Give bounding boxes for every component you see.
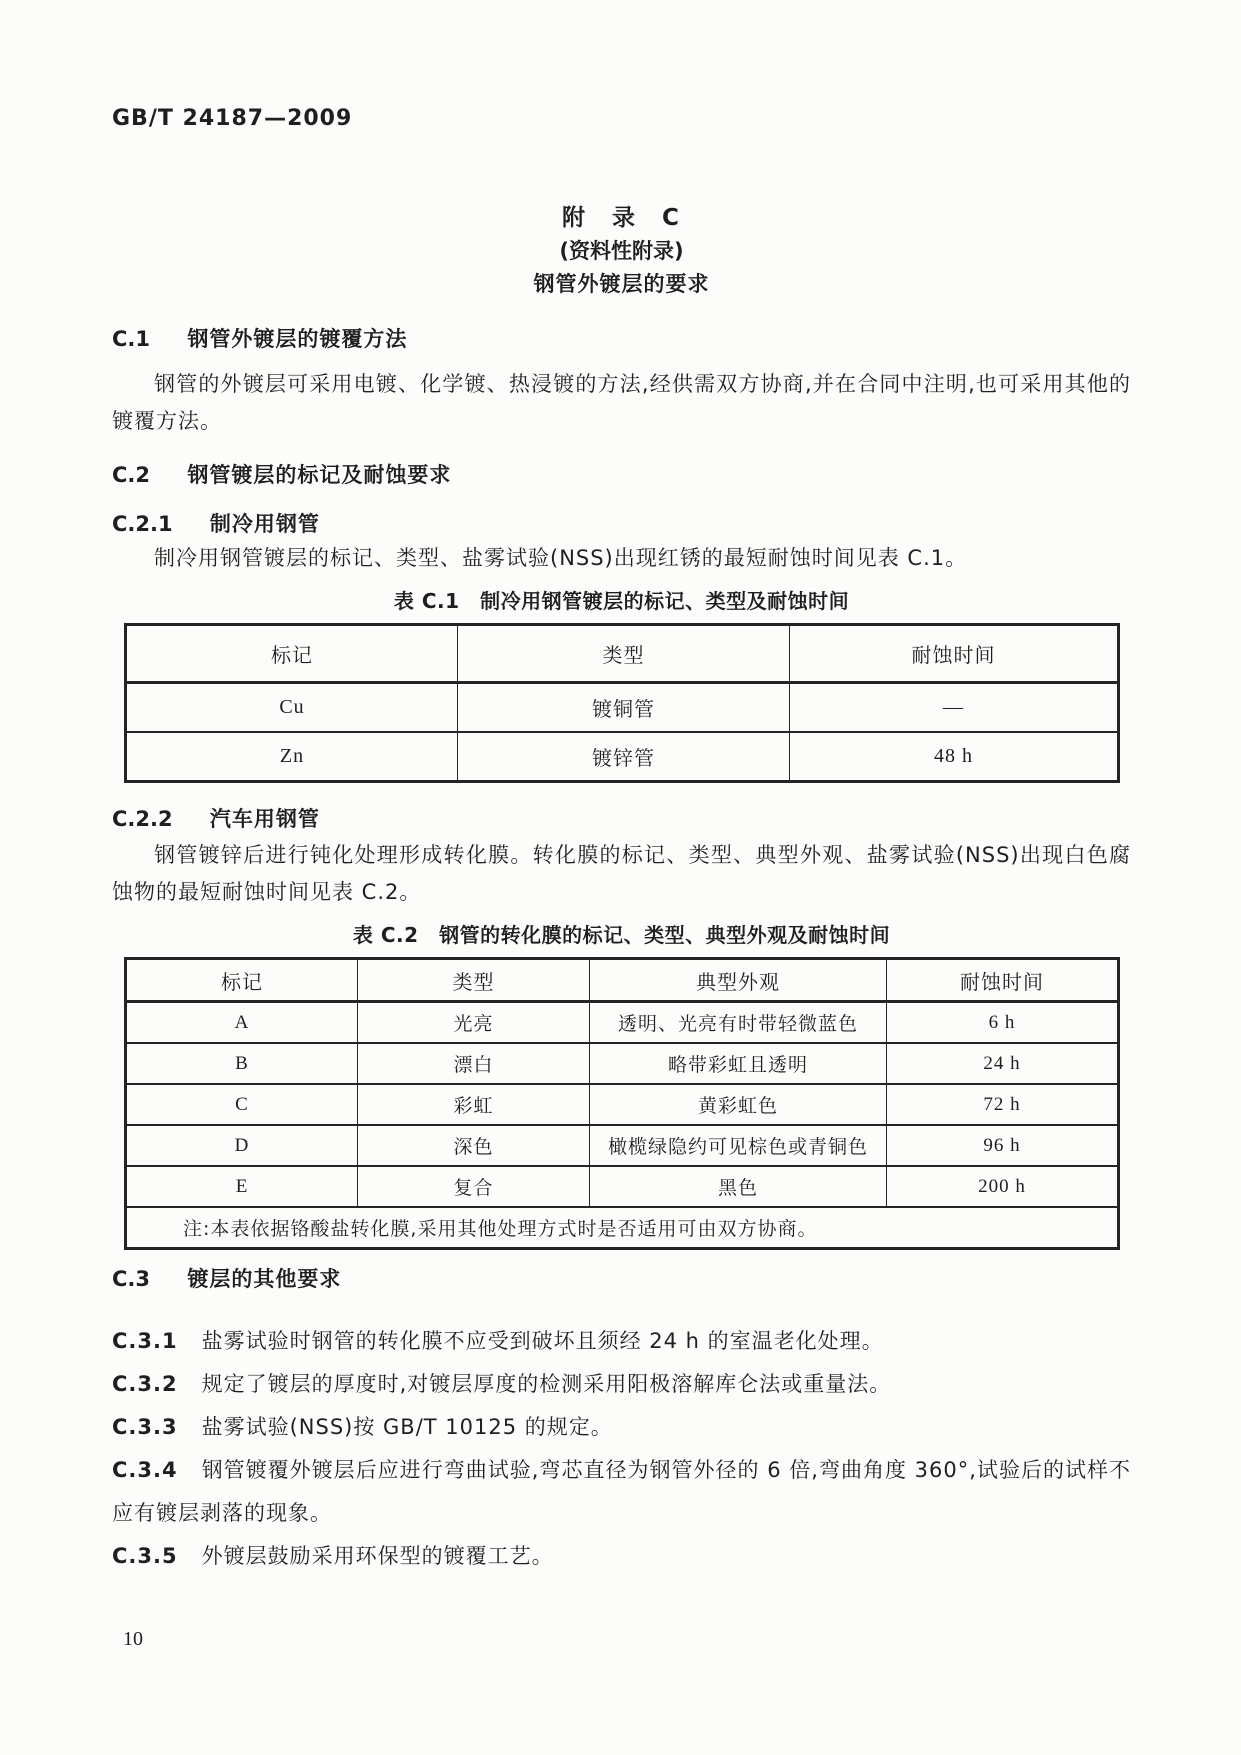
table-cell: 黄彩虹色: [590, 1084, 887, 1125]
section-title: 钢管镀层的标记及耐蚀要求: [187, 463, 452, 487]
section-title: 镀层的其他要求: [187, 1267, 342, 1291]
table-cell: 24 h: [887, 1043, 1119, 1084]
table-cell: Cu: [126, 683, 458, 733]
table-cell: 镀铜管: [458, 683, 790, 733]
table-cell: 橄榄绿隐约可见棕色或青铜色: [590, 1125, 887, 1166]
table-cell: 48 h: [790, 732, 1119, 782]
section-heading-c2: [112, 461, 1131, 489]
table-c1-caption: 表 C.1 制冷用钢管镀层的标记、类型及耐蚀时间: [393, 589, 850, 613]
table-row: [126, 1043, 1119, 1084]
table-row: [126, 732, 1119, 782]
table-row: [126, 1166, 1119, 1207]
section-title: 钢管外镀层的镀覆方法: [187, 327, 408, 351]
section-title: 汽车用钢管: [209, 807, 320, 831]
table-cell: 72 h: [887, 1084, 1119, 1125]
clause-text: 外镀层鼓励采用环保型的镀覆工艺。: [201, 1544, 554, 1568]
table-c1: [124, 623, 1120, 783]
table-cell: 光亮: [358, 1002, 590, 1044]
table-cell: C: [126, 1084, 358, 1125]
section-number: C.2.2: [112, 807, 173, 831]
table-cell: 96 h: [887, 1125, 1119, 1166]
table-row: [126, 683, 1119, 733]
section-number: C.2: [112, 463, 151, 487]
table-cell: 彩虹: [358, 1084, 590, 1125]
table-cell: Zn: [126, 732, 458, 782]
section-title: 制冷用钢管: [209, 512, 320, 536]
paragraph-c21: 制冷用钢管镀层的标记、类型、盐雾试验(NSS)出现红锈的最短耐蚀时间见表 C.1。: [154, 546, 968, 570]
table-cell: E: [126, 1166, 358, 1207]
table-cell: 漂白: [358, 1043, 590, 1084]
clause-text: 钢管镀覆外镀层后应进行弯曲试验,弯芯直径为钢管外径的 6 倍,弯曲角度 360°,试验后的试样不应有镀层剥落的现象。: [112, 1458, 1131, 1525]
page-number: 10: [123, 1628, 143, 1650]
section-number: C.2.1: [112, 512, 173, 536]
standard-number: GB/T 24187—2009: [112, 106, 353, 131]
appendix-title-block: [112, 202, 1131, 301]
table-cell: A: [126, 1002, 358, 1044]
table-row: [126, 1002, 1119, 1044]
clause-c32: [112, 1363, 1131, 1406]
table-c2-caption: 表 C.2 钢管的转化膜的标记、类型、典型外观及耐蚀时间: [352, 923, 891, 947]
clause-text: 盐雾试验时钢管的转化膜不应受到破坏且须经 24 h 的室温老化处理。: [201, 1329, 884, 1353]
table-cell: 6 h: [887, 1002, 1119, 1044]
section-heading-c3: [112, 1265, 1131, 1293]
table-row: [126, 625, 1119, 683]
table-c2: [124, 957, 1120, 1250]
column-header: 标记: [126, 959, 358, 1002]
clause-number: C.3.5: [112, 1544, 178, 1568]
clause-c31: [112, 1320, 1131, 1363]
clause-number: C.3.3: [112, 1415, 178, 1439]
table-cell: —: [790, 683, 1119, 733]
paragraph-c22: 钢管镀锌后进行钝化处理形成转化膜。转化膜的标记、类型、典型外观、盐雾试验(NSS)出现白色腐蚀物的最短耐蚀时间见表 C.2。: [112, 843, 1131, 904]
column-header: 类型: [458, 625, 790, 683]
clause-c33: [112, 1406, 1131, 1449]
clause-number: C.3.2: [112, 1372, 178, 1396]
table-cell: 深色: [358, 1125, 590, 1166]
table-row: [126, 959, 1119, 1002]
table-cell: D: [126, 1125, 358, 1166]
section-heading-c1: [112, 325, 1131, 353]
section-number: C.3: [112, 1267, 151, 1291]
table-cell: 镀锌管: [458, 732, 790, 782]
table-cell: 略带彩虹且透明: [590, 1043, 887, 1084]
section-heading-c21: [112, 510, 1131, 538]
appendix-title: 附 录 C: [562, 205, 681, 231]
table-cell: 黑色: [590, 1166, 887, 1207]
table-cell: B: [126, 1043, 358, 1084]
column-header: 典型外观: [590, 959, 887, 1002]
clause-number: C.3.4: [112, 1458, 178, 1482]
column-header: 耐蚀时间: [887, 959, 1119, 1002]
clause-list: [112, 1320, 1131, 1578]
clause-number: C.3.1: [112, 1329, 178, 1353]
clause-c35: [112, 1535, 1131, 1578]
column-header: 类型: [358, 959, 590, 1002]
table-cell: 复合: [358, 1166, 590, 1207]
clause-text: 规定了镀层的厚度时,对镀层厚度的检测采用阳极溶解库仑法或重量法。: [201, 1372, 892, 1396]
table-cell: 200 h: [887, 1166, 1119, 1207]
table-note-row: [126, 1207, 1119, 1249]
appendix-heading: 钢管外镀层的要求: [533, 272, 710, 296]
clause-text: 盐雾试验(NSS)按 GB/T 10125 的规定。: [201, 1415, 613, 1439]
column-header: 标记: [126, 625, 458, 683]
section-heading-c22: [112, 805, 1131, 833]
appendix-subtitle: (资料性附录): [559, 239, 684, 263]
paragraph-c1: 钢管的外镀层可采用电镀、化学镀、热浸镀的方法,经供需双方协商,并在合同中注明,也可采用其他的镀覆方法。: [112, 372, 1131, 433]
column-header: 耐蚀时间: [790, 625, 1119, 683]
section-number: C.1: [112, 327, 151, 351]
table-row: [126, 1084, 1119, 1125]
table-note: 注:本表依据铬酸盐转化膜,采用其他处理方式时是否适用可由双方协商。: [126, 1207, 1119, 1249]
table-cell: 透明、光亮有时带轻微蓝色: [590, 1002, 887, 1044]
table-row: [126, 1125, 1119, 1166]
clause-c34: [112, 1449, 1131, 1535]
